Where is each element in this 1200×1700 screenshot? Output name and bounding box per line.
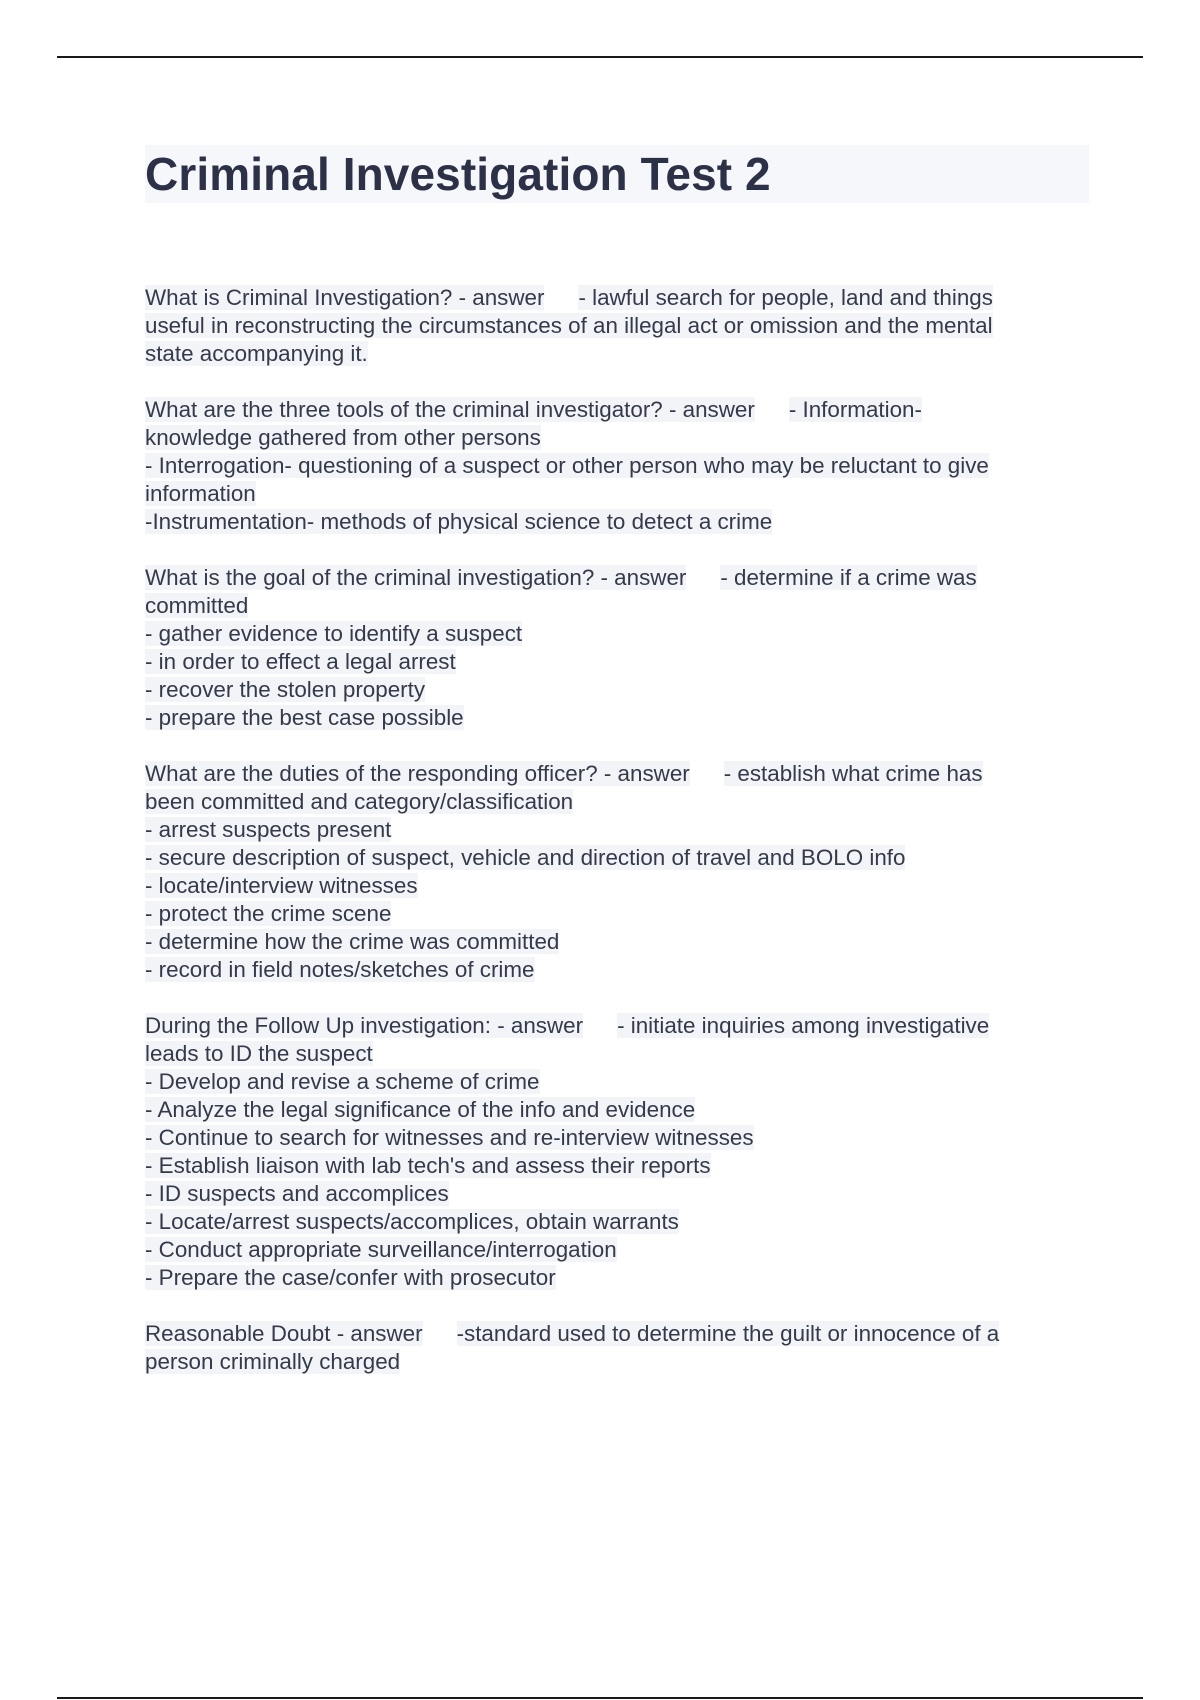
answer-line-text: - Interrogation- questioning of a suspect or other person who may be reluctant to give bbox=[145, 453, 989, 478]
question-text: What are the three tools of the criminal investigator? - answer bbox=[145, 397, 755, 422]
answer-line-text: person criminally charged bbox=[145, 1349, 401, 1374]
qa-card bbox=[145, 284, 1095, 368]
qa-card bbox=[145, 396, 1095, 536]
answer-line-text: - protect the crime scene bbox=[145, 901, 392, 926]
answer-line bbox=[145, 844, 1095, 872]
answer-line bbox=[145, 340, 1095, 368]
qa-card bbox=[145, 760, 1095, 984]
answer-line-text: - Develop and revise a scheme of crime bbox=[145, 1069, 540, 1094]
question-text: What are the duties of the responding officer? - answer bbox=[145, 761, 690, 786]
answer-line bbox=[145, 900, 1095, 928]
answer-line bbox=[145, 620, 1095, 648]
qa-first-line bbox=[145, 564, 1095, 592]
answer-line bbox=[145, 508, 1095, 536]
answer-line-text: - Conduct appropriate surveillance/interrogation bbox=[145, 1237, 617, 1262]
answer-line bbox=[145, 1208, 1095, 1236]
answer-line bbox=[145, 648, 1095, 676]
answer-line-text: - ID suspects and accomplices bbox=[145, 1181, 449, 1206]
qa-first-line bbox=[145, 284, 1095, 312]
answer-line bbox=[145, 1348, 1095, 1376]
answer-line-text: - record in field notes/sketches of crime bbox=[145, 957, 535, 982]
answer-line bbox=[145, 1180, 1095, 1208]
question-text: What is Criminal Investigation? - answer bbox=[145, 285, 545, 310]
answer-line bbox=[145, 788, 1095, 816]
answer-line bbox=[145, 1124, 1095, 1152]
answer-line bbox=[145, 1040, 1095, 1068]
answer-line bbox=[145, 312, 1095, 340]
top-rule bbox=[57, 56, 1143, 58]
qa-card bbox=[145, 1012, 1095, 1292]
qa-first-line bbox=[145, 1320, 1095, 1348]
qa-first-line bbox=[145, 760, 1095, 788]
answer-line-text: - Locate/arrest suspects/accomplices, obtain warrants bbox=[145, 1209, 679, 1234]
flashcard-list bbox=[145, 284, 1095, 1404]
answer-line-text: leads to ID the suspect bbox=[145, 1041, 373, 1066]
answer-line-text: state accompanying it. bbox=[145, 341, 368, 366]
answer-line-text: - Prepare the case/confer with prosecutor bbox=[145, 1265, 556, 1290]
answer-line bbox=[145, 452, 1095, 480]
answer-text: - initiate inquiries among investigative bbox=[617, 1013, 990, 1038]
qa-first-line bbox=[145, 1012, 1095, 1040]
answer-line-text: - determine how the crime was committed bbox=[145, 929, 560, 954]
answer-line bbox=[145, 1236, 1095, 1264]
answer-line-text: - secure description of suspect, vehicle and direction of travel and BOLO info bbox=[145, 845, 906, 870]
answer-text: - determine if a crime was bbox=[720, 565, 977, 590]
answer-line bbox=[145, 872, 1095, 900]
answer-line-text: - Continue to search for witnesses and re-interview witnesses bbox=[145, 1125, 754, 1150]
answer-line-text: useful in reconstructing the circumstances of an illegal act or omission and the mental bbox=[145, 313, 993, 338]
answer-line-text: committed bbox=[145, 593, 249, 618]
question-text: What is the goal of the criminal investigation? - answer bbox=[145, 565, 687, 590]
answer-line-text: information bbox=[145, 481, 256, 506]
answer-line bbox=[145, 592, 1095, 620]
answer-line bbox=[145, 1264, 1095, 1292]
answer-line bbox=[145, 424, 1095, 452]
answer-line bbox=[145, 704, 1095, 732]
answer-line bbox=[145, 816, 1095, 844]
answer-line bbox=[145, 676, 1095, 704]
question-text: Reasonable Doubt - answer bbox=[145, 1321, 423, 1346]
answer-line bbox=[145, 480, 1095, 508]
question-text: During the Follow Up investigation: - answer bbox=[145, 1013, 584, 1038]
answer-line-text: knowledge gathered from other persons bbox=[145, 425, 541, 450]
qa-first-line bbox=[145, 396, 1095, 424]
answer-line bbox=[145, 956, 1095, 984]
answer-text: - lawful search for people, land and things bbox=[578, 285, 993, 310]
qa-card bbox=[145, 1320, 1095, 1376]
answer-line-text: - in order to effect a legal arrest bbox=[145, 649, 456, 674]
answer-line-text: - locate/interview witnesses bbox=[145, 873, 418, 898]
answer-text: -standard used to determine the guilt or innocence of a bbox=[456, 1321, 1000, 1346]
answer-line-text: been committed and category/classification bbox=[145, 789, 574, 814]
answer-line bbox=[145, 1068, 1095, 1096]
answer-line bbox=[145, 1096, 1095, 1124]
answer-line-text: - arrest suspects present bbox=[145, 817, 392, 842]
page-title: Criminal Investigation Test 2 bbox=[145, 148, 771, 200]
answer-line-text: - prepare the best case possible bbox=[145, 705, 464, 730]
qa-card bbox=[145, 564, 1095, 732]
answer-text: - establish what crime has bbox=[723, 761, 983, 786]
answer-text: - Information- bbox=[788, 397, 922, 422]
answer-line-text: - Analyze the legal significance of the info and evidence bbox=[145, 1097, 696, 1122]
answer-line bbox=[145, 1152, 1095, 1180]
answer-line-text: - recover the stolen property bbox=[145, 677, 426, 702]
answer-line-text: - gather evidence to identify a suspect bbox=[145, 621, 523, 646]
bottom-rule bbox=[57, 1697, 1143, 1699]
answer-line bbox=[145, 928, 1095, 956]
answer-line-text: - Establish liaison with lab tech's and assess their reports bbox=[145, 1153, 711, 1178]
answer-line-text: -Instrumentation- methods of physical science to detect a crime bbox=[145, 509, 773, 534]
